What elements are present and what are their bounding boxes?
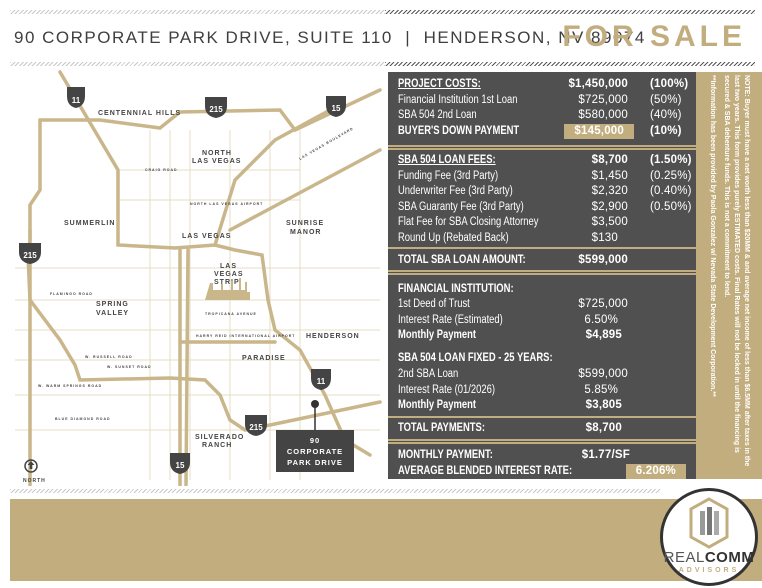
logo-name: REALCOMM (663, 549, 755, 566)
information-source: **Information has been provided by Paola Gonzalez w/ Nevada State Development Corporation.** (709, 75, 716, 397)
divider (10, 10, 385, 14)
fi-value: $4,895 (585, 329, 622, 341)
fee-amount: $1,450 (591, 170, 628, 182)
cost-label: Financial Institution 1st Loan (398, 94, 518, 106)
section-divider (388, 416, 696, 419)
divider (385, 62, 755, 66)
sba-value: $3,805 (585, 399, 622, 411)
sba-fixed-title: SBA 504 LOAN FIXED - 25 YEARS: (398, 352, 553, 364)
map-label: SPRING (96, 301, 129, 308)
down-payment-amount: $145,000 (564, 124, 634, 139)
loan-total-amount: $599,000 (578, 254, 628, 266)
fee-amount: $3,500 (591, 216, 628, 228)
realcomm-logo (660, 488, 758, 586)
cost-pct: (40%) (650, 109, 682, 121)
disclaimer-sidebar (696, 72, 762, 479)
map-label: LAS VEGAS (182, 233, 232, 240)
for-sale-heading: FOR SALE (562, 20, 746, 53)
svg-text:11: 11 (71, 96, 81, 105)
svg-text:15: 15 (175, 461, 185, 470)
divider (10, 62, 385, 66)
fees-total: $8,700 (591, 154, 628, 166)
fee-label: Funding Fee (3rd Party) (398, 170, 499, 182)
interstate-215-shield (19, 243, 41, 264)
svg-text:CORPORATE: CORPORATE (286, 447, 344, 456)
map-label: VALLEY (96, 310, 130, 317)
financing-panel (388, 72, 696, 479)
road-label: W. RUSSELL ROAD (85, 355, 133, 359)
map-label: NORTH (202, 150, 232, 157)
svg-text:215: 215 (209, 105, 223, 114)
road-label: TROPICANA AVENUE (205, 312, 257, 316)
section-divider (388, 439, 696, 444)
interstate-215-shield (205, 97, 227, 118)
fi-label: 1st Deed of Trust (398, 298, 470, 310)
down-payment-pct: (10%) (650, 125, 682, 137)
project-costs-title: PROJECT COSTS: (398, 78, 481, 90)
down-payment-label: BUYER'S DOWN PAYMENT (398, 125, 520, 137)
svg-text:215: 215 (249, 423, 263, 432)
road-label: LAS VEGAS BOULEVARD (298, 126, 355, 161)
sba-value: 5.85% (584, 384, 618, 396)
cost-amount: $725,000 (578, 94, 628, 106)
fee-pct: (0.40%) (650, 185, 692, 197)
fees-pct: (1.50%) (650, 154, 692, 166)
loan-total-label: TOTAL SBA LOAN AMOUNT: (398, 254, 526, 266)
map-label: VEGAS (214, 271, 244, 278)
building-icon (689, 497, 729, 549)
interstate-11-shield (311, 369, 331, 390)
svg-text:215: 215 (23, 251, 37, 260)
divider (385, 10, 755, 14)
fee-amount: $2,320 (591, 185, 628, 197)
fee-label: SBA Guaranty Fee (3rd Party) (398, 201, 524, 213)
section-divider (388, 145, 696, 150)
cost-amount: $580,000 (578, 109, 628, 121)
road-label: CRAIG ROAD (145, 168, 178, 172)
section-divider (388, 270, 696, 275)
fee-pct: (0.50%) (650, 201, 692, 213)
total-payments-label: TOTAL PAYMENTS: (398, 422, 485, 434)
sba-label: Interest Rate (01/2026) (398, 384, 495, 396)
road-label: HARRY REID INTERNATIONAL AIRPORT (196, 334, 296, 338)
map-label: LAS (220, 263, 237, 270)
footer-band (10, 499, 762, 581)
total-payments-value: $8,700 (585, 422, 622, 434)
fi-value: $725,000 (578, 298, 628, 310)
road-label: NORTH LAS VEGAS AIRPORT (190, 202, 264, 206)
fee-label: Round Up (Rebated Back) (398, 232, 509, 244)
map-label: SUMMERLIN (64, 220, 116, 227)
map-label: PARADISE (242, 355, 286, 362)
area-map (0, 70, 388, 486)
sba-label: 2nd SBA Loan (398, 368, 459, 380)
interstate-11-shield (67, 87, 85, 108)
road-label: W. WARM SPRINGS ROAD (38, 384, 103, 388)
fi-label: Monthly Payment (398, 329, 477, 341)
map-label: CENTENNIAL HILLS (98, 110, 182, 117)
sba-label: Monthly Payment (398, 399, 477, 411)
road-label: BLUE DIAMOND ROAD (55, 417, 111, 421)
svg-text:90: 90 (309, 436, 321, 445)
divider (10, 489, 660, 493)
svg-text:11: 11 (316, 377, 326, 386)
fi-value: 6.50% (584, 314, 618, 326)
logo-subtitle: ADVISORS (678, 567, 740, 574)
map-label: SUNRISE (286, 220, 325, 227)
road-label: W. SUNSET ROAD (107, 365, 152, 369)
monthly-payment-value: $1.77/SF (581, 449, 630, 461)
map-label: STRIP (214, 279, 240, 286)
map-label: SILVERADO (195, 434, 245, 441)
fi-label: Interest Rate (Estimated) (398, 314, 503, 326)
sba-value: $599,000 (578, 368, 628, 380)
interstate-215-shield (245, 415, 267, 436)
section-divider (388, 247, 696, 250)
fee-amount: $130 (591, 232, 618, 244)
cost-label: SBA 504 2nd Loan (398, 109, 477, 121)
fee-label: Underwriter Fee (3rd Party) (398, 185, 513, 197)
blended-rate-value: 6.206% (626, 464, 686, 479)
cost-pct: (50%) (650, 94, 682, 106)
map-label: MANOR (290, 229, 322, 236)
svg-text:PARK DRIVE: PARK DRIVE (287, 458, 343, 467)
financial-institution-title: FINANCIAL INSTITUTION: (398, 283, 514, 295)
north-label: NORTH (23, 478, 46, 484)
project-cost-pct: (100%) (650, 78, 689, 90)
svg-text:15: 15 (331, 104, 341, 113)
fee-amount: $2,900 (591, 201, 628, 213)
fee-label: Flat Fee for SBA Closing Attorney (398, 216, 539, 228)
project-cost-total: $1,450,000 (568, 78, 628, 90)
map-label: HENDERSON (306, 333, 360, 340)
loan-fees-title: SBA 504 LOAN FEES: (398, 154, 496, 166)
property-address: 90 CORPORATE PARK DRIVE, SUITE 110 | HENDERSON, NV 89074 (14, 28, 646, 47)
blended-rate-label: AVERAGE BLENDED INTEREST RATE: (398, 465, 573, 477)
monthly-payment-label: MONTHLY PAYMENT: (398, 449, 493, 461)
map-label: RANCH (202, 442, 233, 449)
map-label: LAS VEGAS (192, 158, 242, 165)
disclaimer-note: NOTE: Buyer must have a net worth less than $20MM & and average net income of less than $6.5MM after taxes in the last two years. This form provides purely ESTIMATED costs. Final Rates will not be locked in until the financing is secured & SBA debenture funds. This is not a commitment to lend. (723, 75, 750, 467)
fee-pct: (0.25%) (650, 170, 692, 182)
road-label: FLAMINGO ROAD (50, 292, 93, 296)
